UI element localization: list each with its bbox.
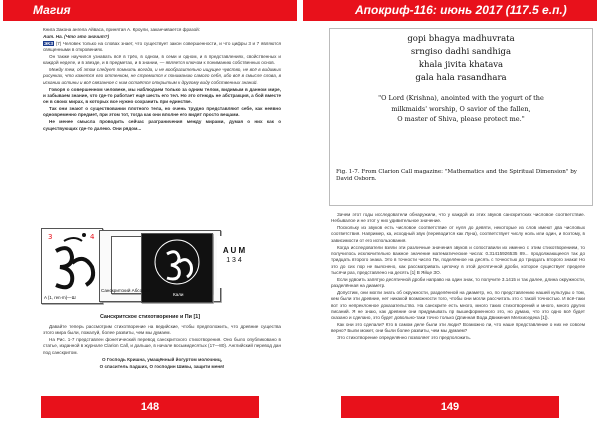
aum-line: Aum. Ha. (Что это значит?) <box>43 33 110 39</box>
aum-glyphs: A U M <box>222 246 246 255</box>
para5: Так они знают о существовании плотного тела, но очень трудно представляют себе, как неявно одновременно предмет, при этом тот, тогда как они вполне его видят просто вещами. <box>43 106 281 118</box>
sanskrit-line: khala jivita khatava <box>418 60 504 70</box>
left-text-top <box>43 27 281 133</box>
r-para2: Поскольку из звуков есть числовое соответствие от нуля до девяти, некоторые из слов имеют два числовых соответствия. Например, ка, исходный звук (переводится как Луна), соответствует числу ноль или один, и поэтому, в зависимости от его использования. <box>331 225 585 243</box>
english-quote <box>336 93 586 125</box>
para2: Он также научился узнавать всё в трёх, в одном, в семи и одном, и в представлениях, свойственных и каждой неделе, и в звезде, и в предметах, и в знании, — является ключом к пониманию собственных основ. <box>43 53 281 66</box>
left-text-bottom <box>43 324 281 370</box>
r-para1: Зачем этот годы исследователи обнаружили, что у каждой из этих звуков санскритских числовое соответствие. Небывалое и не этот у них удивительное значение. <box>331 212 585 224</box>
right-header-title: Апокриф-116: июнь 2017 (117.5 е.п.) <box>355 3 567 17</box>
right-header-bar <box>303 0 597 21</box>
aum-column <box>217 236 251 288</box>
om-symbol-icon <box>42 229 102 291</box>
closing2: О спаситель падших, О господин Шивы, защити меня! <box>99 363 225 369</box>
para8: На Рис. 1-7 представлен фонетический перевод санскритского стихотворения. Оно было опубликовано в статье, изданной в журнале Clarion Call, и дальше, в начале восьмидесятых (17—80). Английский перевод дан под санскритом. <box>43 337 281 355</box>
fig-symbol-bar: A (1, ren·m)—Ш <box>44 295 76 300</box>
sanskrit-figure-box <box>329 28 593 206</box>
om-card-main <box>41 228 103 304</box>
r-para7: Это стихотворение определённо позволяет это предположить. <box>337 335 471 341</box>
ekz-tag: ЭКЗ <box>44 40 54 46</box>
figure-caption: Санскритское стихотворение и Пи [1] <box>99 314 201 320</box>
om-figure <box>41 228 281 308</box>
right-page-number: 149 <box>440 401 460 413</box>
om-white-icon <box>142 234 212 292</box>
closing1: О Господь Кришна, умащённый йогуртом молочниц, <box>102 356 222 362</box>
para4: Говоря о совершенном человеке, мы наблюдаем только за одним телом, видимым в данном мире, и забываем знание, что где-то работает ещё шесть его тел. Но это отнюдь не абстракция, а бой вместе он в своих мирах, в которых все нужно сохранить при единстве. <box>43 86 281 105</box>
sanskrit-lines <box>340 33 582 85</box>
fig-1-7-caption: Fig. 1-7. From Clarion Call magazine: "Mathematics and the Spiritual Dimension" by David Osborn. <box>336 169 577 182</box>
r-para6: Как они это сделали? Кто в самом деле были эти люди? Возможно ли, что наше представление о них не совсем верно? Были может, они были более развиты, чем мы думаем? <box>331 322 585 334</box>
fig-caption2: Кали <box>173 292 184 297</box>
para1: (7) Человек только на словах знает, что существует закон совершенности, и что цифры 3 и 7 являются священными в откровениях. <box>43 40 281 53</box>
sanskrit-line: gopi bhagya madhuvrata <box>407 34 515 44</box>
para6: Не менее смысла проводить сейчас разграничения между мирами, думая о них как о существующих где-то далеко. Они рядом... <box>43 119 281 131</box>
r-para4: Если удвоить запятую десятичной дроби направо на один знак, то получите 3.1415 и так далее, длина окружности, разделённая на диаметр. <box>331 276 585 289</box>
right-page <box>303 0 597 424</box>
quote-line: milkmaids' worship, O savior of the fallen, <box>391 104 531 113</box>
r-para3: Когда исследователи взяли эти различные значения звуков и сопоставили их именно с этим стихотворением, то получилось исключительно важное значение математические числа: 0.31415926535 89... продолжающееся так до тридцать второго знака. Это в точности число Пи, поделённое на десять с точностью до тридцать второго знака! Но это до сих пор не выяснено, как рассматривать цепочку в этой десятичной дроби, которое существует пределе тысячи раз, представлено на десять [1] В Яйце ЗО. <box>331 244 585 275</box>
r-para5: Допустим, они могли знать об окружности, разделённой на диаметр, но, по представлению нашей культуры о том, кем были эти древние, нет никакой возможности того, чтобы они могли рассчитать это с такой точностью. И всё-таки вот это непреклонное доказательство. На санскрите есть много, много таких стихотворений и много, много других писаний. Я не знаю, как древние они придумывать пр вышеформенного это, но думаю, что это одно всё будет сказано и сделано, это будет довольно-таки точно только (Длинная Вода Движения Мелхиседека [1]). <box>331 289 585 321</box>
left-page-number: 148 <box>140 401 160 413</box>
para7: Давайте теперь рассмотрим стихотворение на ведийские, чтобы предположить, что древние существа этого мира были, пожалуй, более развиты, чем мы думаем. <box>43 324 281 336</box>
left-footer-bar <box>41 396 259 418</box>
svg-text:3: 3 <box>48 233 53 241</box>
sanskrit-line: gala hala rasandhara <box>415 73 507 83</box>
sanskrit-line: srngiso dadhi sandhiga <box>410 47 512 57</box>
quote-line: O master of Shiva, please protect me." <box>397 115 525 123</box>
quote-line: "O Lord (Krishna), anointed with the yogurt of the <box>378 94 544 102</box>
para3: Между тем, об этом следует помнить всегда, и не вообразительно ищущее чувство, не всё в видимых рисунках, что кажется его оттенком, не стремится к пониманию самого себя, ибо всё в смысле слова, в искании истины и всё связанное с ним остаётся открытым к другому виду собственных знаний. <box>43 67 281 85</box>
aum-digits: 1 3 4 <box>226 257 242 264</box>
intro-line: Книга Закона ангела Айваса, принятая А. Кроули, заканчивается фразой: <box>43 27 200 32</box>
svg-text:4: 4 <box>90 233 95 241</box>
left-page <box>3 0 297 424</box>
fig-caption1: Санскритский Абсолют <box>101 288 151 293</box>
right-footer-bar <box>341 396 559 418</box>
right-text <box>331 212 585 342</box>
left-header-bar <box>3 0 297 21</box>
left-header-title: Магия <box>33 3 71 17</box>
